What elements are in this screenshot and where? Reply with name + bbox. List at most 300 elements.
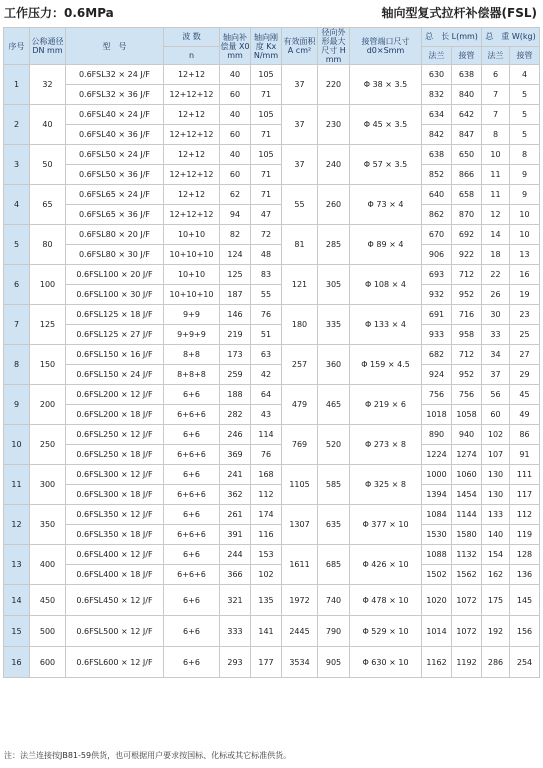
cell-model: 0.6FSL125 × 18 J/F xyxy=(66,305,164,325)
cell-stiff: 43 xyxy=(251,405,282,425)
cell-length-flange: 1014 xyxy=(422,616,452,647)
cell-weight-pipe: 5 xyxy=(510,105,540,125)
col-outer: 径向外形最大尺寸 H mm xyxy=(318,28,350,65)
cell-seq: 5 xyxy=(4,225,30,265)
cell-weight-pipe: 91 xyxy=(510,445,540,465)
table-row xyxy=(4,165,540,185)
cell-outer: 230 xyxy=(318,105,350,145)
cell-dn: 400 xyxy=(30,545,66,585)
cell-comp: 261 xyxy=(220,505,251,525)
cell-stiff: 71 xyxy=(251,125,282,145)
cell-length-pipe: 658 xyxy=(452,185,482,205)
cell-length-flange: 842 xyxy=(422,125,452,145)
cell-weight-pipe: 49 xyxy=(510,405,540,425)
cell-weight-pipe: 8 xyxy=(510,145,540,165)
cell-length-pipe: 712 xyxy=(452,265,482,285)
cell-length-flange: 1224 xyxy=(422,445,452,465)
cell-stiff: 71 xyxy=(251,85,282,105)
col-stiff: 轴向刚度 Kx N/mm xyxy=(251,28,282,65)
cell-model: 0.6FSL80 × 20 J/F xyxy=(66,225,164,245)
table-row xyxy=(4,145,540,165)
col-comp: 轴向补偿量 X0 mm xyxy=(220,28,251,65)
cell-weight-pipe: 119 xyxy=(510,525,540,545)
cell-weight-flange: 140 xyxy=(482,525,510,545)
col-weight-flange: 法兰 xyxy=(482,46,510,65)
cell-weight-pipe: 117 xyxy=(510,485,540,505)
cell-length-flange: 1018 xyxy=(422,405,452,425)
cell-stiff: 63 xyxy=(251,345,282,365)
cell-model: 0.6FSL500 × 12 J/F xyxy=(66,616,164,647)
cell-area: 37 xyxy=(282,105,318,145)
cell-seq: 3 xyxy=(4,145,30,185)
table-row xyxy=(4,325,540,345)
cell-length-flange: 634 xyxy=(422,105,452,125)
table-row xyxy=(4,385,540,405)
cell-weight-pipe: 254 xyxy=(510,647,540,678)
cell-length-flange: 832 xyxy=(422,85,452,105)
cell-waves: 10+10 xyxy=(164,265,220,285)
cell-weight-flange: 37 xyxy=(482,365,510,385)
cell-weight-flange: 102 xyxy=(482,425,510,445)
cell-length-pipe: 1192 xyxy=(452,647,482,678)
cell-waves: 12+12 xyxy=(164,65,220,85)
cell-model: 0.6FSL40 × 24 J/F xyxy=(66,105,164,125)
col-model: 型 号 xyxy=(66,28,164,65)
cell-dn: 50 xyxy=(30,145,66,185)
cell-length-pipe: 840 xyxy=(452,85,482,105)
cell-length-flange: 924 xyxy=(422,365,452,385)
cell-length-flange: 640 xyxy=(422,185,452,205)
cell-stiff: 42 xyxy=(251,365,282,385)
cell-weight-flange: 192 xyxy=(482,616,510,647)
cell-dn: 300 xyxy=(30,465,66,505)
cell-model: 0.6FSL250 × 12 J/F xyxy=(66,425,164,445)
cell-model: 0.6FSL100 × 20 J/F xyxy=(66,265,164,285)
cell-weight-pipe: 10 xyxy=(510,225,540,245)
cell-length-pipe: 952 xyxy=(452,365,482,385)
cell-waves: 12+12+12 xyxy=(164,125,220,145)
table-row xyxy=(4,85,540,105)
cell-area: 257 xyxy=(282,345,318,385)
table-row xyxy=(4,545,540,565)
cell-waves: 6+6+6 xyxy=(164,525,220,545)
cell-weight-pipe: 136 xyxy=(510,565,540,585)
cell-area: 81 xyxy=(282,225,318,265)
cell-model: 0.6FSL300 × 18 J/F xyxy=(66,485,164,505)
document-title: 轴向型复式拉杆补偿器(FSL) xyxy=(381,6,537,20)
cell-weight-flange: 133 xyxy=(482,505,510,525)
cell-pipe: Φ 273 × 8 xyxy=(350,425,422,465)
cell-model: 0.6FSL80 × 30 J/F xyxy=(66,245,164,265)
cell-weight-pipe: 23 xyxy=(510,305,540,325)
cell-pipe: Φ 325 × 8 xyxy=(350,465,422,505)
cell-length-flange: 852 xyxy=(422,165,452,185)
col-waves-unit: n xyxy=(164,46,220,65)
cell-weight-flange: 162 xyxy=(482,565,510,585)
cell-stiff: 174 xyxy=(251,505,282,525)
cell-length-pipe: 870 xyxy=(452,205,482,225)
cell-weight-pipe: 16 xyxy=(510,265,540,285)
cell-length-pipe: 922 xyxy=(452,245,482,265)
cell-waves: 6+6+6 xyxy=(164,565,220,585)
cell-stiff: 76 xyxy=(251,445,282,465)
cell-model: 0.6FSL450 × 12 J/F xyxy=(66,585,164,616)
cell-weight-pipe: 4 xyxy=(510,65,540,85)
cell-stiff: 177 xyxy=(251,647,282,678)
cell-dn: 100 xyxy=(30,265,66,305)
cell-weight-flange: 30 xyxy=(482,305,510,325)
cell-length-flange: 1162 xyxy=(422,647,452,678)
cell-dn: 125 xyxy=(30,305,66,345)
cell-comp: 125 xyxy=(220,265,251,285)
cell-length-flange: 933 xyxy=(422,325,452,345)
cell-length-flange: 1084 xyxy=(422,505,452,525)
cell-stiff: 153 xyxy=(251,545,282,565)
cell-stiff: 55 xyxy=(251,285,282,305)
cell-stiff: 83 xyxy=(251,265,282,285)
cell-model: 0.6FSL350 × 12 J/F xyxy=(66,505,164,525)
cell-weight-flange: 154 xyxy=(482,545,510,565)
working-pressure: 工作压力：0.6MPa xyxy=(4,6,114,20)
cell-weight-pipe: 19 xyxy=(510,285,540,305)
cell-area: 180 xyxy=(282,305,318,345)
cell-model: 0.6FSL40 × 36 J/F xyxy=(66,125,164,145)
cell-length-flange: 630 xyxy=(422,65,452,85)
cell-outer: 220 xyxy=(318,65,350,105)
cell-dn: 32 xyxy=(30,65,66,105)
cell-comp: 321 xyxy=(220,585,251,616)
cell-length-pipe: 716 xyxy=(452,305,482,325)
cell-waves: 6+6 xyxy=(164,385,220,405)
cell-model: 0.6FSL50 × 24 J/F xyxy=(66,145,164,165)
cell-weight-flange: 56 xyxy=(482,385,510,405)
cell-seq: 10 xyxy=(4,425,30,465)
cell-seq: 14 xyxy=(4,585,30,616)
col-weight: 总 重 W(kg) xyxy=(482,28,540,47)
cell-comp: 60 xyxy=(220,125,251,145)
cell-dn: 350 xyxy=(30,505,66,545)
cell-waves: 6+6+6 xyxy=(164,485,220,505)
cell-seq: 6 xyxy=(4,265,30,305)
cell-comp: 187 xyxy=(220,285,251,305)
cell-length-pipe: 940 xyxy=(452,425,482,445)
cell-seq: 7 xyxy=(4,305,30,345)
cell-weight-pipe: 128 xyxy=(510,545,540,565)
cell-pipe: Φ 89 × 4 xyxy=(350,225,422,265)
cell-outer: 335 xyxy=(318,305,350,345)
cell-length-pipe: 692 xyxy=(452,225,482,245)
cell-seq: 13 xyxy=(4,545,30,585)
cell-length-flange: 682 xyxy=(422,345,452,365)
cell-length-pipe: 1274 xyxy=(452,445,482,465)
cell-weight-pipe: 45 xyxy=(510,385,540,405)
cell-area: 55 xyxy=(282,185,318,225)
cell-length-pipe: 650 xyxy=(452,145,482,165)
cell-length-pipe: 1132 xyxy=(452,545,482,565)
cell-waves: 6+6+6 xyxy=(164,445,220,465)
cell-dn: 250 xyxy=(30,425,66,465)
cell-weight-pipe: 156 xyxy=(510,616,540,647)
cell-seq: 12 xyxy=(4,505,30,545)
cell-length-flange: 890 xyxy=(422,425,452,445)
cell-weight-pipe: 5 xyxy=(510,125,540,145)
cell-comp: 366 xyxy=(220,565,251,585)
cell-weight-flange: 286 xyxy=(482,647,510,678)
cell-weight-pipe: 86 xyxy=(510,425,540,445)
cell-length-flange: 862 xyxy=(422,205,452,225)
cell-seq: 9 xyxy=(4,385,30,425)
table-row xyxy=(4,565,540,585)
cell-outer: 260 xyxy=(318,185,350,225)
cell-dn: 40 xyxy=(30,105,66,145)
cell-length-pipe: 1072 xyxy=(452,616,482,647)
table-row xyxy=(4,205,540,225)
cell-outer: 635 xyxy=(318,505,350,545)
cell-pipe: Φ 377 × 10 xyxy=(350,505,422,545)
cell-model: 0.6FSL200 × 18 J/F xyxy=(66,405,164,425)
cell-waves: 10+10+10 xyxy=(164,285,220,305)
cell-comp: 60 xyxy=(220,85,251,105)
footnote: 注：法兰连接按JB81-59供货，也可根据用户要求按国标、化标或其它标准供货。 xyxy=(4,751,292,760)
cell-waves: 6+6 xyxy=(164,505,220,525)
cell-area: 3534 xyxy=(282,647,318,678)
cell-pipe: Φ 426 × 10 xyxy=(350,545,422,585)
cell-length-flange: 638 xyxy=(422,145,452,165)
table-row xyxy=(4,345,540,365)
cell-comp: 188 xyxy=(220,385,251,405)
cell-comp: 40 xyxy=(220,145,251,165)
cell-length-flange: 1088 xyxy=(422,545,452,565)
table-row xyxy=(4,265,540,285)
cell-weight-flange: 107 xyxy=(482,445,510,465)
table-row xyxy=(4,465,540,485)
cell-pipe: Φ 57 × 3.5 xyxy=(350,145,422,185)
cell-weight-flange: 10 xyxy=(482,145,510,165)
cell-length-pipe: 866 xyxy=(452,165,482,185)
cell-waves: 6+6 xyxy=(164,425,220,445)
table-row xyxy=(4,405,540,425)
cell-model: 0.6FSL65 × 24 J/F xyxy=(66,185,164,205)
cell-waves: 12+12+12 xyxy=(164,205,220,225)
col-area: 有效面积 A cm² xyxy=(282,28,318,65)
cell-waves: 10+10 xyxy=(164,225,220,245)
cell-outer: 790 xyxy=(318,616,350,647)
cell-waves: 6+6 xyxy=(164,545,220,565)
cell-length-flange: 670 xyxy=(422,225,452,245)
cell-model: 0.6FSL400 × 18 J/F xyxy=(66,565,164,585)
cell-model: 0.6FSL250 × 18 J/F xyxy=(66,445,164,465)
cell-length-pipe: 712 xyxy=(452,345,482,365)
cell-weight-flange: 7 xyxy=(482,105,510,125)
cell-pipe: Φ 219 × 6 xyxy=(350,385,422,425)
cell-outer: 305 xyxy=(318,265,350,305)
cell-pipe: Φ 159 × 4.5 xyxy=(350,345,422,385)
cell-model: 0.6FSL200 × 12 J/F xyxy=(66,385,164,405)
cell-outer: 240 xyxy=(318,145,350,185)
cell-weight-pipe: 145 xyxy=(510,585,540,616)
cell-weight-flange: 18 xyxy=(482,245,510,265)
cell-pipe: Φ 45 × 3.5 xyxy=(350,105,422,145)
table-row xyxy=(4,365,540,385)
cell-length-pipe: 756 xyxy=(452,385,482,405)
cell-waves: 12+12 xyxy=(164,105,220,125)
cell-area: 769 xyxy=(282,425,318,465)
cell-seq: 11 xyxy=(4,465,30,505)
cell-weight-flange: 60 xyxy=(482,405,510,425)
col-seq: 序号 xyxy=(4,28,30,65)
cell-weight-flange: 33 xyxy=(482,325,510,345)
cell-stiff: 114 xyxy=(251,425,282,445)
table-row xyxy=(4,647,540,678)
cell-model: 0.6FSL350 × 18 J/F xyxy=(66,525,164,545)
cell-area: 1611 xyxy=(282,545,318,585)
col-length-flange: 法兰 xyxy=(422,46,452,65)
cell-length-flange: 906 xyxy=(422,245,452,265)
cell-waves: 9+9 xyxy=(164,305,220,325)
cell-comp: 369 xyxy=(220,445,251,465)
cell-seq: 8 xyxy=(4,345,30,385)
col-pipe: 接管端口尺寸 d0×Smm xyxy=(350,28,422,65)
cell-length-flange: 1000 xyxy=(422,465,452,485)
cell-length-pipe: 1144 xyxy=(452,505,482,525)
cell-model: 0.6FSL32 × 36 J/F xyxy=(66,85,164,105)
cell-stiff: 105 xyxy=(251,105,282,125)
cell-pipe: Φ 630 × 10 xyxy=(350,647,422,678)
cell-model: 0.6FSL300 × 12 J/F xyxy=(66,465,164,485)
cell-length-pipe: 1454 xyxy=(452,485,482,505)
cell-waves: 6+6 xyxy=(164,465,220,485)
cell-comp: 60 xyxy=(220,165,251,185)
cell-length-pipe: 638 xyxy=(452,65,482,85)
cell-outer: 905 xyxy=(318,647,350,678)
cell-waves: 12+12 xyxy=(164,145,220,165)
cell-comp: 293 xyxy=(220,647,251,678)
cell-comp: 241 xyxy=(220,465,251,485)
cell-weight-flange: 6 xyxy=(482,65,510,85)
cell-model: 0.6FSL50 × 36 J/F xyxy=(66,165,164,185)
cell-waves: 12+12+12 xyxy=(164,165,220,185)
cell-weight-flange: 14 xyxy=(482,225,510,245)
cell-stiff: 105 xyxy=(251,65,282,85)
table-row xyxy=(4,245,540,265)
cell-length-flange: 1020 xyxy=(422,585,452,616)
cell-comp: 282 xyxy=(220,405,251,425)
cell-model: 0.6FSL65 × 36 J/F xyxy=(66,205,164,225)
table-row xyxy=(4,305,540,325)
cell-comp: 173 xyxy=(220,345,251,365)
cell-weight-flange: 34 xyxy=(482,345,510,365)
cell-stiff: 71 xyxy=(251,185,282,205)
cell-dn: 80 xyxy=(30,225,66,265)
cell-length-flange: 1530 xyxy=(422,525,452,545)
cell-stiff: 102 xyxy=(251,565,282,585)
table-row xyxy=(4,505,540,525)
cell-weight-flange: 7 xyxy=(482,85,510,105)
cell-comp: 146 xyxy=(220,305,251,325)
cell-dn: 500 xyxy=(30,616,66,647)
cell-waves: 8+8+8 xyxy=(164,365,220,385)
cell-area: 1105 xyxy=(282,465,318,505)
cell-weight-flange: 12 xyxy=(482,205,510,225)
cell-weight-flange: 130 xyxy=(482,465,510,485)
cell-waves: 6+6 xyxy=(164,647,220,678)
cell-stiff: 47 xyxy=(251,205,282,225)
cell-stiff: 64 xyxy=(251,385,282,405)
cell-outer: 465 xyxy=(318,385,350,425)
cell-outer: 360 xyxy=(318,345,350,385)
cell-weight-pipe: 29 xyxy=(510,365,540,385)
cell-length-pipe: 642 xyxy=(452,105,482,125)
table-row xyxy=(4,616,540,647)
cell-area: 1972 xyxy=(282,585,318,616)
cell-stiff: 76 xyxy=(251,305,282,325)
cell-area: 479 xyxy=(282,385,318,425)
cell-stiff: 141 xyxy=(251,616,282,647)
cell-pipe: Φ 133 × 4 xyxy=(350,305,422,345)
cell-weight-pipe: 112 xyxy=(510,505,540,525)
cell-outer: 285 xyxy=(318,225,350,265)
cell-dn: 65 xyxy=(30,185,66,225)
cell-area: 1307 xyxy=(282,505,318,545)
cell-pipe: Φ 73 × 4 xyxy=(350,185,422,225)
cell-outer: 520 xyxy=(318,425,350,465)
cell-waves: 12+12 xyxy=(164,185,220,205)
cell-model: 0.6FSL100 × 30 J/F xyxy=(66,285,164,305)
cell-stiff: 51 xyxy=(251,325,282,345)
cell-stiff: 71 xyxy=(251,165,282,185)
cell-dn: 150 xyxy=(30,345,66,385)
cell-comp: 259 xyxy=(220,365,251,385)
cell-area: 37 xyxy=(282,65,318,105)
cell-stiff: 72 xyxy=(251,225,282,245)
cell-weight-flange: 11 xyxy=(482,185,510,205)
cell-seq: 16 xyxy=(4,647,30,678)
cell-weight-flange: 26 xyxy=(482,285,510,305)
cell-stiff: 168 xyxy=(251,465,282,485)
cell-weight-pipe: 13 xyxy=(510,245,540,265)
table-row xyxy=(4,485,540,505)
cell-seq: 1 xyxy=(4,65,30,105)
cell-dn: 450 xyxy=(30,585,66,616)
table-row xyxy=(4,585,540,616)
cell-length-flange: 756 xyxy=(422,385,452,405)
cell-length-pipe: 1562 xyxy=(452,565,482,585)
cell-comp: 244 xyxy=(220,545,251,565)
spec-table-body xyxy=(4,65,540,678)
cell-area: 2445 xyxy=(282,616,318,647)
cell-weight-pipe: 9 xyxy=(510,185,540,205)
table-row xyxy=(4,125,540,145)
cell-length-pipe: 1580 xyxy=(452,525,482,545)
cell-seq: 15 xyxy=(4,616,30,647)
cell-stiff: 105 xyxy=(251,145,282,165)
cell-model: 0.6FSL32 × 24 J/F xyxy=(66,65,164,85)
cell-comp: 219 xyxy=(220,325,251,345)
cell-outer: 740 xyxy=(318,585,350,616)
cell-stiff: 112 xyxy=(251,485,282,505)
cell-length-flange: 932 xyxy=(422,285,452,305)
cell-model: 0.6FSL400 × 12 J/F xyxy=(66,545,164,565)
cell-area: 121 xyxy=(282,265,318,305)
cell-waves: 6+6 xyxy=(164,585,220,616)
cell-pipe: Φ 478 × 10 xyxy=(350,585,422,616)
cell-length-flange: 1394 xyxy=(422,485,452,505)
cell-weight-flange: 8 xyxy=(482,125,510,145)
cell-weight-flange: 130 xyxy=(482,485,510,505)
cell-comp: 246 xyxy=(220,425,251,445)
cell-comp: 40 xyxy=(220,65,251,85)
cell-weight-pipe: 5 xyxy=(510,85,540,105)
